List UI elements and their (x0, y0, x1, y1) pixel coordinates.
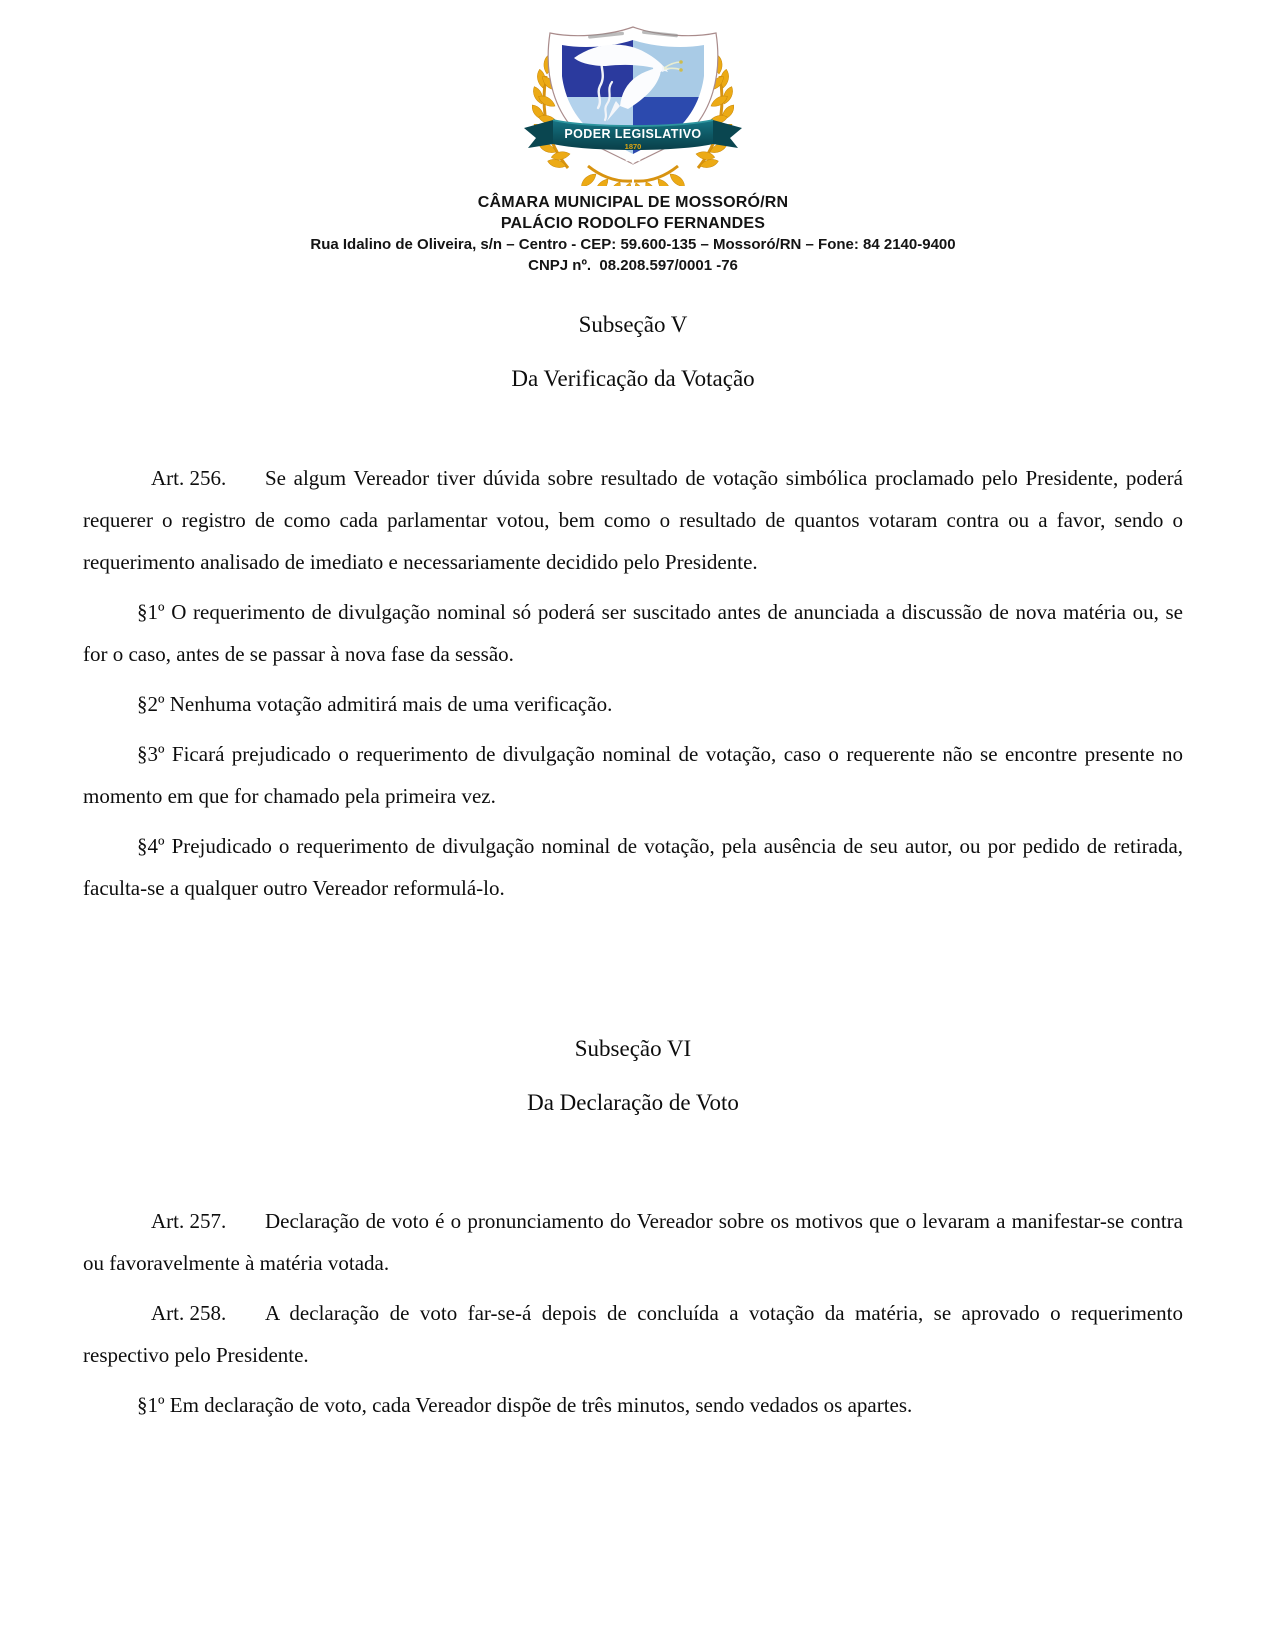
article-text: Declaração de voto é o pronunciamento do Vereador sobre os motivos que o levaram a manifestar-se contra ou favoravelmente à matéria votada. (83, 1209, 1183, 1275)
subsection-5-heading: Subseção V (578, 312, 688, 337)
article-258 (83, 1292, 1183, 1376)
founding-year: 1870 (624, 142, 642, 151)
laurel-bottom-icon (579, 166, 687, 186)
article-text: Se algum Vereador tiver dúvida sobre resultado de votação simbólica proclamado pelo Presidente, poderá requerer o registro de como cada parlamentar votou, bem como o resultado de quantos votaram contra ou a favor, sendo o requerimento analisado de imediato e necessariamente decidido pelo Presidente. (83, 466, 1183, 574)
building-name: PALÁCIO RODOLFO FERNANDES (500, 215, 766, 232)
subsection-6-heading: Subseção VI (574, 1036, 692, 1061)
paragraph-text: O requerimento de divulgação nominal só poderá ser suscitado antes de anunciada a discussão de nova matéria ou, se for o caso, antes de se passar à nova fase da sessão. (83, 600, 1184, 666)
article-257 (83, 1200, 1183, 1284)
subsection-5-title: Da Verificação da Votação (511, 366, 755, 391)
document-body (83, 309, 1183, 1426)
paragraph-label: §4º (137, 834, 165, 858)
article-label: Art. 258. (151, 1301, 227, 1325)
article-label: Art. 256. (151, 466, 227, 490)
paragraph-label: §1º (137, 1393, 165, 1417)
document-content (83, 0, 1183, 1434)
paragraph-text: Nenhuma votação admitirá mais de uma verificação. (169, 692, 613, 716)
cnpj-line: CNPJ nº. 08.208.597/0001 -76 (528, 257, 738, 274)
paragraph-256-3 (83, 733, 1183, 817)
paragraph-label: §1º (137, 600, 165, 624)
paragraph-258-1 (83, 1384, 1183, 1426)
paragraph-text: Prejudicado o requerimento de divulgação nominal de votação, pela ausência de seu autor, ou por pedido de retirada, faculta-se a qualquer outro Vereador reformulá-lo. (83, 834, 1184, 900)
paragraph-label: §2º (137, 692, 165, 716)
paragraph-256-1 (83, 591, 1183, 675)
paragraph-text: Ficará prejudicado o requerimento de divulgação nominal de votação, caso o requerente não se encontre presente no momento em que for chamado pela primeira vez. (83, 742, 1183, 808)
article-label: Art. 257. (151, 1209, 227, 1233)
camara-crest-icon (508, 24, 758, 186)
paragraph-256-2 (83, 683, 1183, 725)
document-header (83, 0, 1183, 276)
ribbon-text: PODER LEGISLATIVO (564, 127, 702, 141)
crest-logo (83, 24, 1183, 186)
paragraph-label: §3º (137, 742, 165, 766)
org-name: CÂMARA MUNICIPAL DE MOSSORÓ/RN (477, 194, 789, 211)
subsection-6-title: Da Declaração de Voto (527, 1090, 739, 1115)
article-text: A declaração de voto far-se-á depois de concluída a votação da matéria, se aprovado o requerimento respectivo pelo Presidente. (83, 1301, 1183, 1367)
paragraph-text: Em declaração de voto, cada Vereador dispõe de três minutos, sendo vedados os apartes. (169, 1393, 913, 1417)
paragraph-256-4 (83, 825, 1183, 909)
article-256 (83, 457, 1183, 583)
address-line: Rua Idalino de Oliveira, s/n – Centro - CEP: 59.600-135 – Mossoró/RN – Fone: 84 2140-9400 (310, 236, 956, 253)
